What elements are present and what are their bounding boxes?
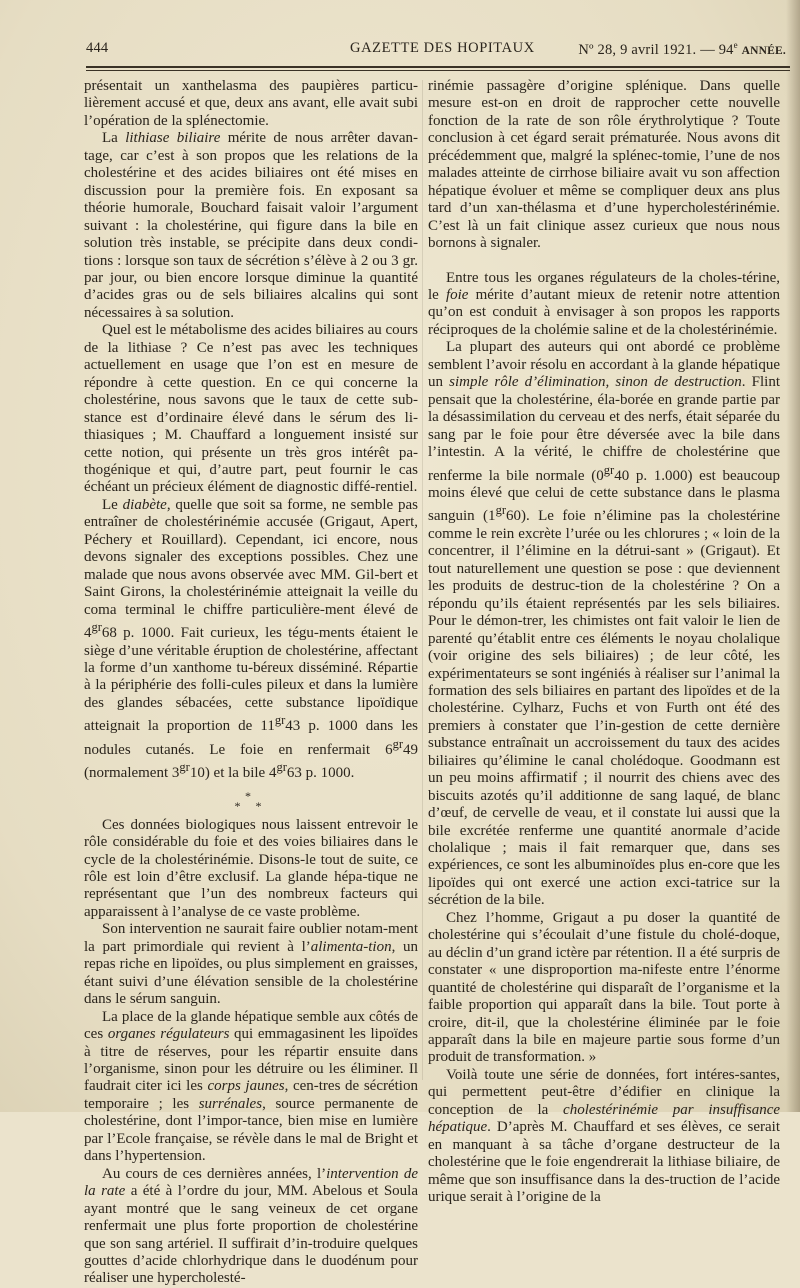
journal-title: GAZETTE DES HOPITAUX: [350, 40, 535, 56]
paragraph: rinémie passagère d’origine splénique. Dans quelle mesure est-on en droit de rapprocher cette nouvelle fonction de la rate de son rôle érythrolytique ? Toute conclusion à cet égard serait prématurée. Nous avons dit précédemment que, malgré la splénec-tomie, l’une de nos malades atteinte de cirrhose biliaire avait vu son affection hépatique évoluer et même se compliquer deux ans plus tard d’un xan-thélasma et d’une hypercholestérinémie. C’est là un fait clinique assez curieux que nous nous bornons à signaler.: [428, 78, 780, 252]
paragraph: Ces données biologiques nous laissent entrevoir le rôle considérable du foie et des voies biliaires dans le cycle de la cholestérinémie. Disons-le tout de suite, ce rôle est loin d’être exclusif. La glande hépa-tique ne représentant que l’un des nombreux facteurs qui apparaissent à l’analyse de ce vaste problème.: [84, 816, 418, 920]
paragraph: Quel est le métabolisme des acides biliaires au cours de la lithiase ? Ce n’est pas avec les techniques actuellement en usage que l’on est en mesure de répondre à cette question. En ce qui concerne la cholestérine, nous savons que le taux de cette sub-stance est d’ordinaire élevé dans le sérum des li-thiasiques ; M. Chauffard a longuement insisté sur cette notion, qui présente un très gros intérêt pa-thogénique et qui, d’autre part, peut fournir le cas échéant un précieux élément de diagnostic diffé-rentiel.: [84, 322, 418, 496]
issue-annee: ANNÉE.: [741, 44, 786, 57]
paragraph: Le diabète, quelle que soit sa forme, ne semble pas entraîner de cholestérinémie accusée (Grigaut, Apert, Péchery et Rouillard). Cependant, ici encore, nous devons signaler des exceptions possibles. Chez une malade que nous avons observée avec MM. Gil-bert et Saint Girons, la cholestérinémie atteignait la veille du coma terminal le chiffre particulière-ment élevé de $4^{gr}68$ p. 1000. Fait curieux, les tégu-ments étaient le siège d’une véritable éruption de cholestérine, affectant la forme d’un xanthome tu-béreux disséminé. Répartie à la périphérie des folli-cules pileux et dans la lumière des glandes sébacées, cette substance lipoïdique atteignait la proportion de $11^{gr}43$ p. 1000 dans les nodules cutanés. Le foie en renfermait $6^{gr}49$ (normalement $3^{gr}10$) et la bile $4^{gr}63$ p. 1000.: [84, 496, 418, 782]
header-rule-thick: [86, 66, 790, 68]
issue-sup: e: [733, 40, 738, 50]
header-rule-thin: [86, 70, 790, 71]
paragraph: Entre tous les organes régulateurs de la choles-térine, le foie mérite d’autant mieux de retenir notre attention qu’on est conduit à envisager à son propos les rapports réciproques de la cholémie saline et de la cholestérinémie.: [428, 269, 780, 338]
paragraph: La plupart des auteurs qui ont abordé ce problème semblent l’avoir résolu en accordant à la glande hépatique un simple rôle d’élimination, sinon de destruction. Flint pensait que la cholestérine, éla-borée en grande partie par la désassimilation du cerveau et des nerfs, était séparée du sang par le foie pour être déversée avec la bile dans l’intestin. A la vérité, le chiffre de cholestérine que renferme la bile normale ($0^{gr}40$ p. 1.000) est beaucoup moins élevé que celui de cette substance dans le plasma sanguin $(1^{gr}60)$. Le foie n’élimine pas la cholestérine comme le rein excrète l’urée ou les chlorures ; « loin de la concentrer, il l’élimine en la détrui-sant » (Grigaut). Et tout naturellement une question se pose : que deviennent les produits de destruc-tion de la cholestérine ? On a répondu qu’ils étaient représentés par les sels biliaires. Pour le démon-trer, les chimistes ont fait valoir le lien de parenté qu’établit entre ces éléments le noyau cholalique (voir origine des sels biliaires) ; de leur côté, les expérimentateurs se sont ingéniés à réaliser sur l’animal la formation des sels biliaires en partant des lipoïdes et de la cholestérine. Cylharz, Fuchs et von Furth ont été des premiers à constater que l’in-gestion de cette dernière substance entraînait un accroissement du taux des acides biliaires qu’élimine le canal cholédoque. Goodmann est un peu moins affirmatif ; il nourrit des chiens avec des biscuits azotés qu’il additionne de sang laqué, de blanc d’œuf, de cervelle de veau, et il constate lui aussi que la bile excrétée renferme une quantité anormale d’acide cholalique ; mais il fait remarquer que, dans ses expériences, ce sont les albuminoïdes plus en-core que les lipoïdes qui ont exercé une action exci-tatrice sur la sécrétion de la bile.: [428, 339, 780, 909]
left-column: [84, 78, 418, 1287]
paragraph: Chez l’homme, Grigaut a pu doser la quantité de cholestérine qui s’écoulait d’une fistule du cholé-doque, au déclin d’un grand ictère par rétention. Il a été surpris de constater « une disproportion ma-nifeste entre l’énorme quantité de cholestérine qui disparaît de l’organisme et la faible proportion qui apparaît dans la bile. Tout porte à croire, dit-il, que la cholestérine éliminée par le foie apparaît dans la bile en majeure partie sous forme d’un produit de transformation. »: [428, 909, 780, 1066]
paragraph: Voilà toute une série de données, fort intéres-santes, qui permettent peut-être d’édifier en clinique la conception de la cholestérinémie par insuffisance hépatique. D’après M. Chauffard et ses élèves, ce serait en manquant à sa tâche d’organe destructeur de la cholestérine que le foie engendrerait la lithiase biliaire, de même que son insuffisance dans la des-truction de l’acide urique serait à l’origine de la: [428, 1066, 781, 1206]
paragraph: Son intervention ne saurait faire oublier notam-ment la part primordiale qui revient à l’alimenta-tion, un repas riche en lipoïdes, ou plus simplement en graisses, étant suivi d’une élévation sensible de la cholestérine dans le sérum sanguin.: [84, 921, 418, 1008]
paragraph: Au cours de ces dernières années, l’intervention de la rate a été à l’ordre du jour, MM. Abelous et Soula ayant montré que le sang veineux de cet organe renfermait une plus forte proportion de cholestérine que son sang artériel. Il suffirait d’in-troduire quelques gouttes d’acide chlorhydrique dans le duodénum pour réaliser une hypercholesté-: [84, 1165, 418, 1287]
paragraph: La lithiase biliaire mérite de nous arrêter davan-tage, car c’est à son propos que les relations de la cholestérine et des acides biliaires ont été mises en discussion pour la première fois. En exposant sa théorie humorale, Bouchard faisait valoir l’argument suivant : la cholestérine, qui figure dans la bile en solution très instable, se précipite dans deux condi-tions : lorsque son taux de sécrétion s’élève à 2 ou 3 gr. par jour, ou bien encore lorsque diminue la quantité d’acides gras ou de sels biliaires alcalins qui sont nécessaires à sa solution.: [84, 130, 418, 321]
section-separator: * * *: [234, 788, 268, 813]
paragraph: présentait un xanthelasma des paupières particu-lièrement accusé et que, deux ans avant, elle avait subi l’opération de la splénectomie.: [84, 78, 418, 129]
paragraph: La place de la glande hépatique semble aux côtés de ces organes régulateurs qui emmagasinent les lipoïdes à titre de réserves, pour les répartir ensuite dans l’organisme, sinon pour les détruire ou les éliminer. Il faudrait citer ici les corps jaunes, cen-tres de sécrétion temporaire ; les surrénales, source permanente de cholestérine, dont l’impor-tance, bien mise en lumière par l’Ecole française, se révèle dans le mal de Bright et dans l’hypertension.: [84, 1008, 418, 1165]
page-number: 444: [86, 40, 109, 56]
issue-date: Nº 28, 9 avril 1921. — 94: [578, 41, 734, 58]
running-header: [86, 40, 786, 62]
issue-info: [578, 40, 786, 59]
page-edge-shadow: [786, 0, 800, 1112]
right-column: [428, 78, 781, 1206]
column-gutter: [422, 80, 423, 1080]
